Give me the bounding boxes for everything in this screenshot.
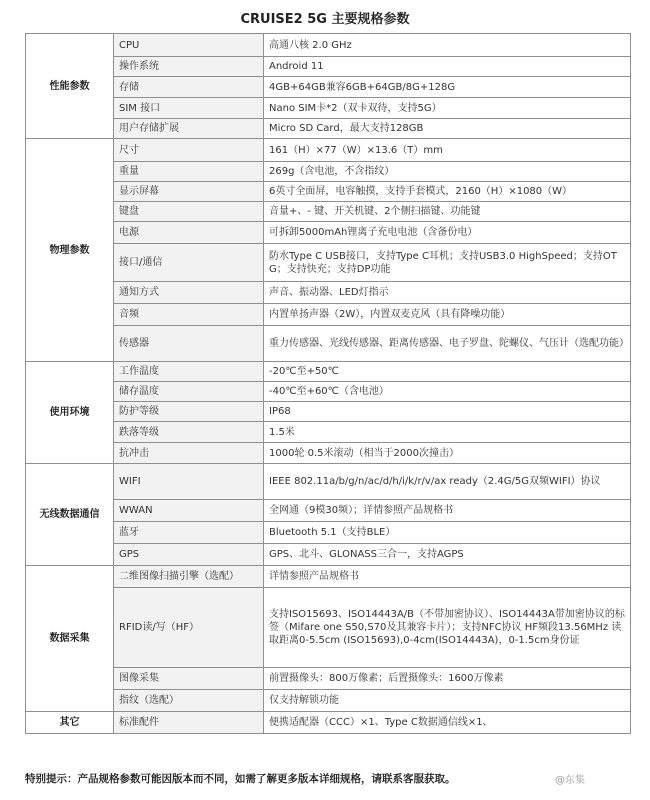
param-label: 工作温度 [114, 362, 264, 382]
param-value: 音量+、- 键、开关机键、2个侧扫描键、功能键 [264, 202, 631, 222]
param-label: CPU [114, 34, 264, 57]
table-row [26, 304, 631, 326]
table-row [26, 98, 631, 119]
param-label: 抗冲击 [114, 443, 264, 464]
param-value: 1000轮 0.5米滚动（相当于2000次撞击） [264, 443, 631, 464]
table-row [26, 244, 631, 282]
table-row [26, 139, 631, 162]
param-label: 传感器 [114, 326, 264, 362]
page-title: CRUISE2 5G 主要规格参数 [240, 12, 410, 27]
table-row [26, 382, 631, 402]
table-row [26, 202, 631, 222]
spec-table [25, 33, 631, 734]
table-row [26, 402, 631, 422]
param-label: RFID读/写（HF） [114, 588, 264, 668]
param-value: 4GB+64GB兼容6GB+64GB/8G+128G [264, 77, 631, 98]
table-row [26, 566, 631, 588]
param-label: 防护等级 [114, 402, 264, 422]
param-value: -40℃至+60℃（含电池） [264, 382, 631, 402]
watermark: @东集 [555, 775, 585, 786]
group-label-data-capture: 数据采集 [26, 566, 114, 712]
param-label: WWAN [114, 500, 264, 522]
table-row [26, 34, 631, 57]
param-label: 指纹（选配） [114, 690, 264, 712]
param-value: 可拆卸5000mAh锂离子充电电池（含备份电） [264, 222, 631, 244]
param-label: SIM 接口 [114, 98, 264, 119]
table-row [26, 500, 631, 522]
table-row [26, 57, 631, 77]
param-label: GPS [114, 544, 264, 566]
param-label: 标准配件 [114, 712, 264, 734]
param-label: 用户存储扩展 [114, 119, 264, 139]
table-row [26, 522, 631, 544]
table-row [26, 222, 631, 244]
param-value: -20℃至+50℃ [264, 362, 631, 382]
param-label: 跌落等级 [114, 422, 264, 443]
table-row [26, 544, 631, 566]
param-value: 161（H）×77（W）×13.6（T）mm [264, 139, 631, 162]
table-row [26, 712, 631, 734]
group-label-physical: 物理参数 [26, 139, 114, 362]
param-value: 高通八核 2.0 GHz [264, 34, 631, 57]
param-value: 详情参照产品规格书 [264, 566, 631, 588]
table-row [26, 77, 631, 98]
table-row [26, 282, 631, 304]
table-row [26, 326, 631, 362]
param-value: Micro SD Card，最大支持128GB [264, 119, 631, 139]
param-label: 音频 [114, 304, 264, 326]
param-value: Bluetooth 5.1（支持BLE） [264, 522, 631, 544]
param-label: 通知方式 [114, 282, 264, 304]
table-row [26, 422, 631, 443]
table-row [26, 464, 631, 500]
param-label: WIFI [114, 464, 264, 500]
param-value: IP68 [264, 402, 631, 422]
param-label: 接口/通信 [114, 244, 264, 282]
group-label-performance: 性能参数 [26, 34, 114, 139]
param-label: 操作系统 [114, 57, 264, 77]
param-value: Android 11 [264, 57, 631, 77]
param-value: 内置单扬声器（2W），内置双麦克风（具有降噪功能） [264, 304, 631, 326]
table-row [26, 182, 631, 202]
param-label: 图像采集 [114, 668, 264, 690]
param-value: GPS、北斗、GLONASS三合一，支持AGPS [264, 544, 631, 566]
table-row [26, 162, 631, 182]
group-label-other: 其它 [26, 712, 114, 734]
param-label: 储存温度 [114, 382, 264, 402]
param-value: Nano SIM卡*2（双卡双待，支持5G） [264, 98, 631, 119]
table-row [26, 443, 631, 464]
param-label: 二维图像扫描引擎（选配） [114, 566, 264, 588]
param-value: 269g（含电池，不含指纹） [264, 162, 631, 182]
group-label-environment: 使用环境 [26, 362, 114, 464]
param-value: 便携适配器（CCC）×1、Type C数据通信线×1、 [264, 712, 631, 734]
param-value: 支持ISO15693、ISO14443A/B（不带加密协议）、ISO14443A带加密协议的标签（Mifare one S50,S70及其兼容卡片）；支持NFC协议 HF频段13.56MHz 读取距离0-5.5cm (ISO15693),0-4cm(ISO14443A)，0-1.5cm身份证 [264, 588, 631, 668]
param-value: IEEE 802.11a/b/g/n/ac/d/h/i/k/r/v/ax ready（2.4G/5G双频WIFI）协议 [264, 464, 631, 500]
param-value: 全网通（9模30频）；详情参照产品规格书 [264, 500, 631, 522]
param-value: 声音、振动器、LED灯指示 [264, 282, 631, 304]
footer-note: 特别提示：产品规格参数可能因版本而不同，如需了解更多版本详细规格，请联系客服获取。 [25, 773, 456, 785]
param-value: 1.5米 [264, 422, 631, 443]
param-label: 键盘 [114, 202, 264, 222]
table-row [26, 588, 631, 668]
param-label: 尺寸 [114, 139, 264, 162]
param-label: 电源 [114, 222, 264, 244]
group-label-wireless: 无线数据通信 [26, 464, 114, 566]
param-label: 显示屏幕 [114, 182, 264, 202]
param-value: 仅支持解锁功能 [264, 690, 631, 712]
param-value: 6英寸全面屏，电容触摸，支持手套模式，2160（H）×1080（W） [264, 182, 631, 202]
param-label: 存储 [114, 77, 264, 98]
table-row [26, 690, 631, 712]
param-value: 前置摄像头：800万像素；后置摄像头：1600万像素 [264, 668, 631, 690]
param-value: 重力传感器、光线传感器、距离传感器、电子罗盘、陀螺仪、气压计（选配功能） [264, 326, 631, 362]
table-row [26, 362, 631, 382]
param-label: 重量 [114, 162, 264, 182]
table-row [26, 668, 631, 690]
table-row [26, 119, 631, 139]
param-value: 防水Type C USB接口，支持Type C耳机；支持USB3.0 HighSpeed；支持OTG；支持快充；支持DP功能 [264, 244, 631, 282]
param-label: 蓝牙 [114, 522, 264, 544]
